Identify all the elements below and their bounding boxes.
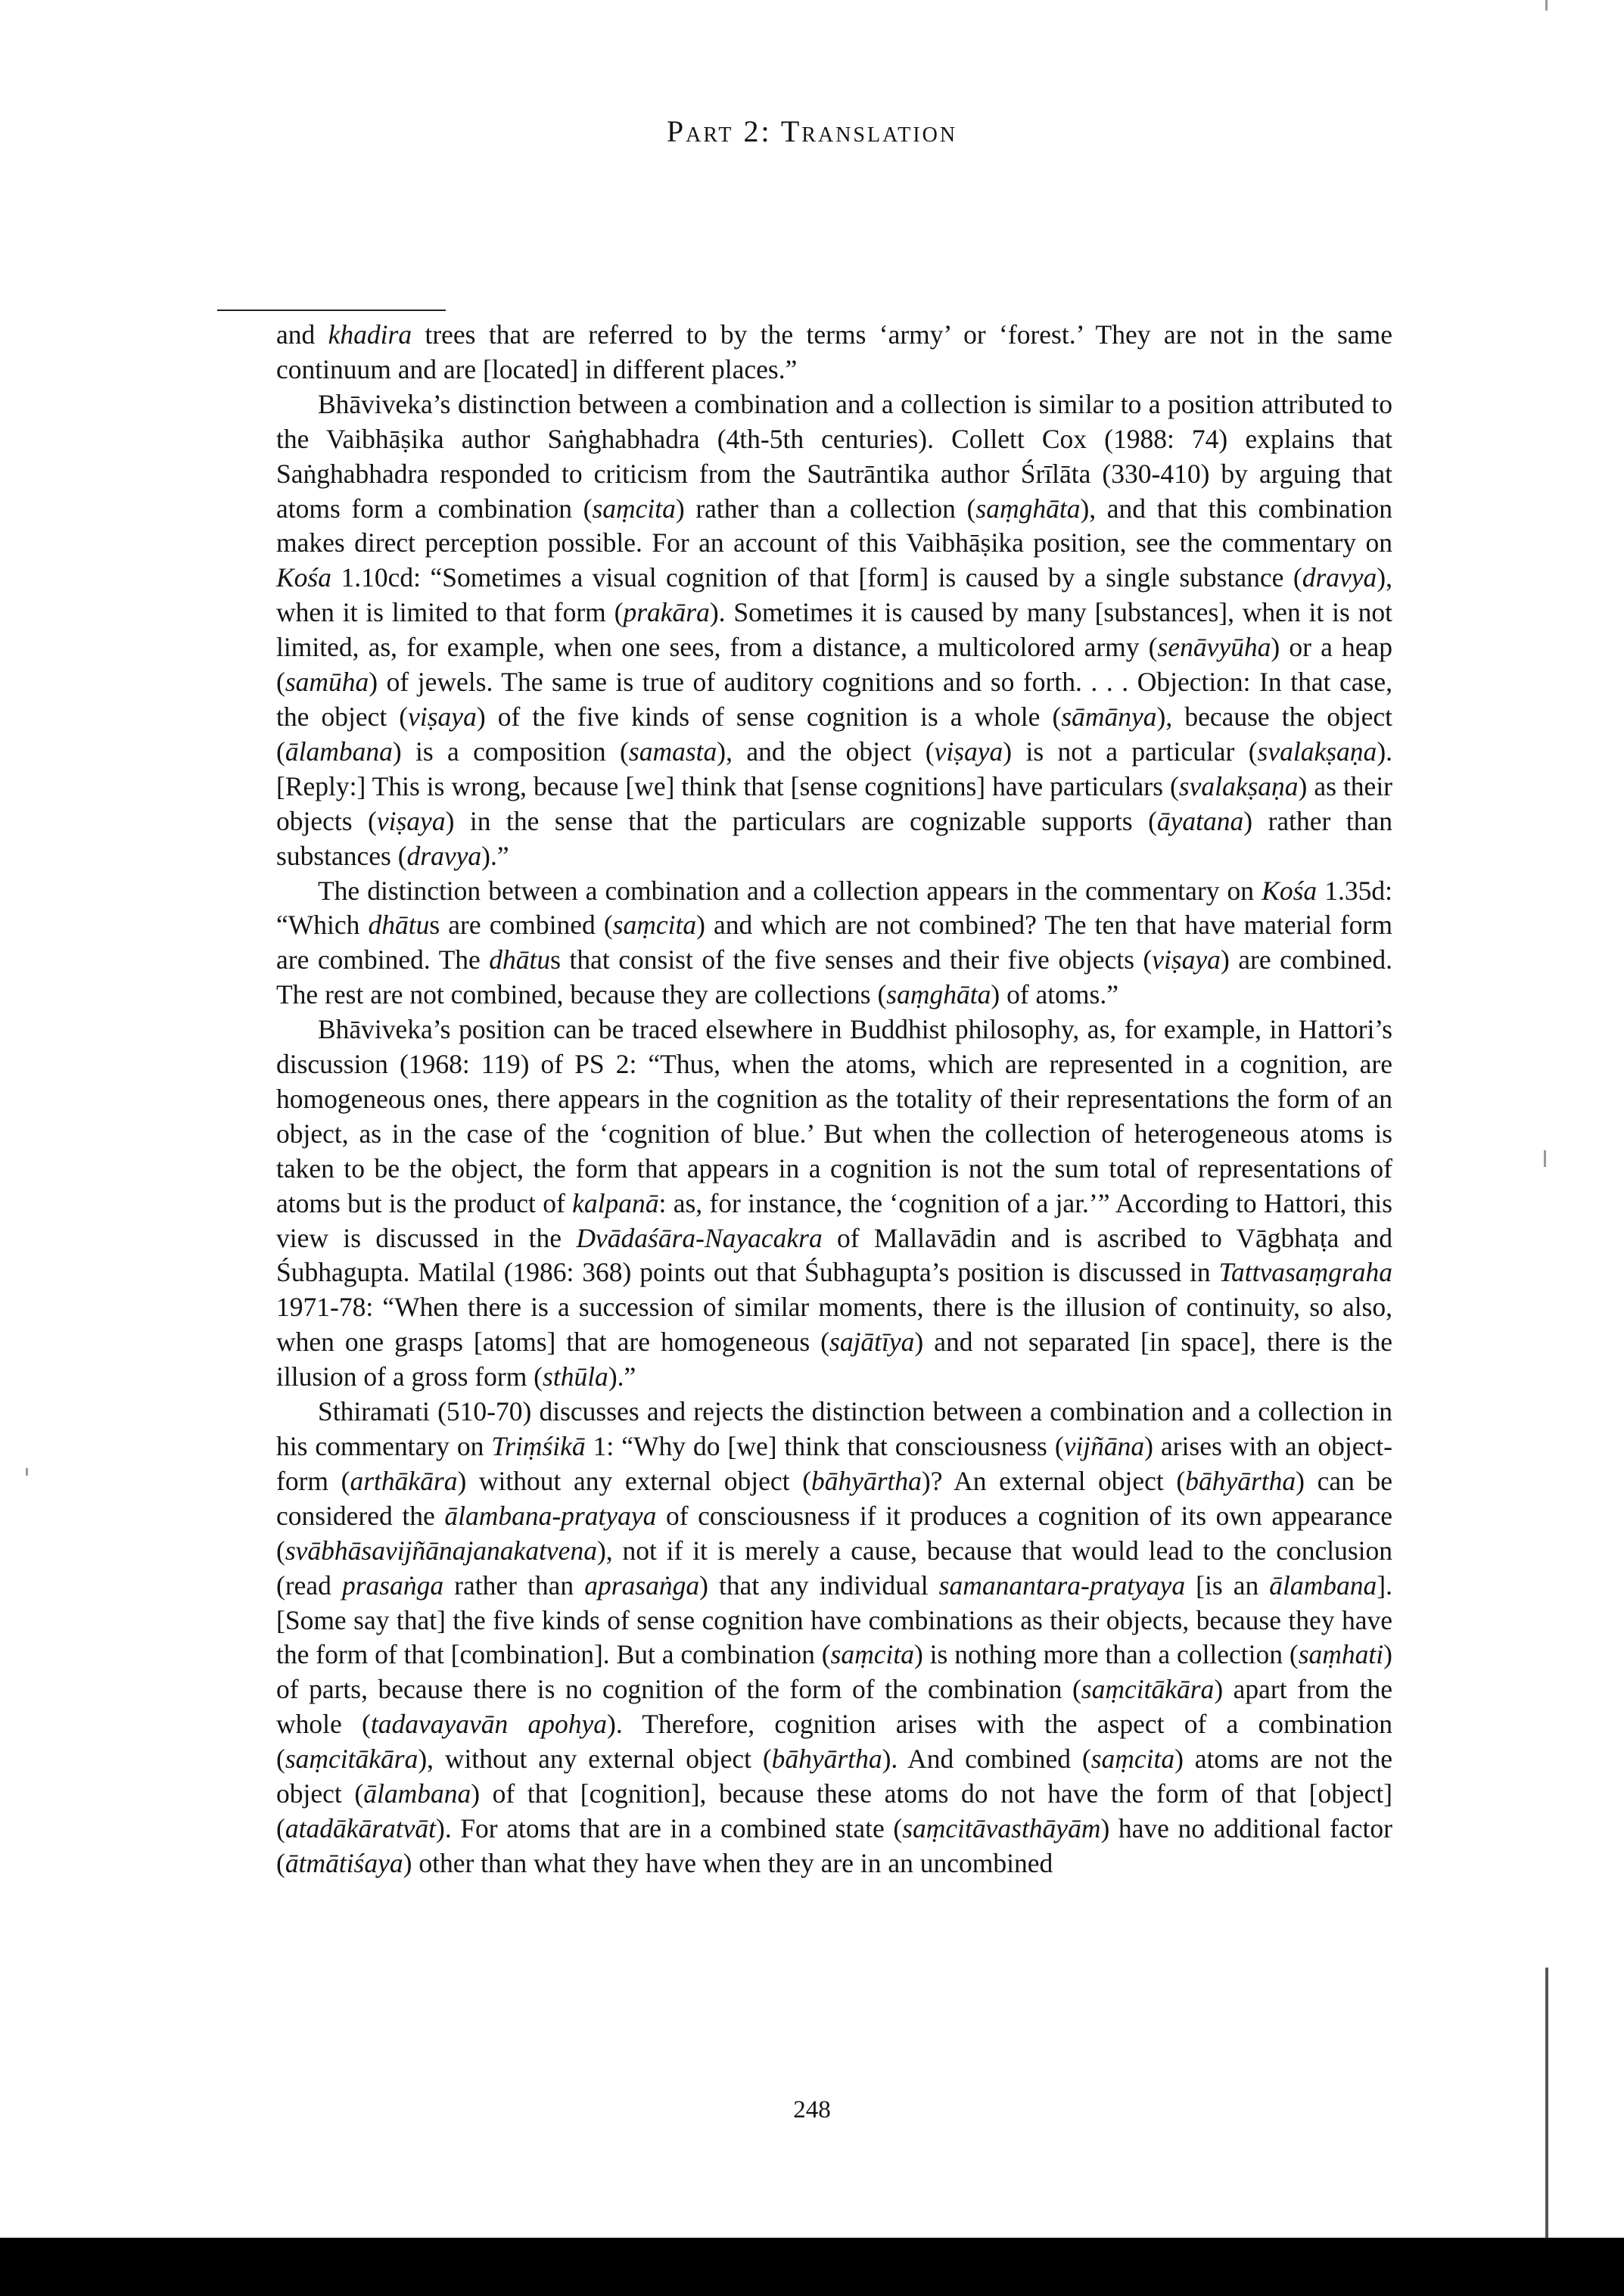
page-number: 248 (793, 2096, 831, 2123)
footnote-paragraph: Bhāviveka’s position can be traced elsewhere in Buddhist philosophy, as, for example, in Hattori’s discussion (1968: 119) of PS 2: “Thus, when the atoms, which are represented in a cognition, are homogeneous ones, there appears in the cognition as the totality of their representations the form of an object, as in the case of the ‘cognition of blue.’ But when the collection of heterogeneous atoms is taken to be the object, the form that appears in a cognition is not the sum total of representations of atoms but is the product of kalpanā: as, for instance, the ‘cognition of a jar.’” According to Hattori, this view is discussed in the Dvādaśāra-Nayacakra of Mallavādin and is ascribed to Vāgbhaṭa and Śubhagupta. Matilal (1986: 368) points out that Śubhagupta’s position is discussed in Tattvasaṃgraha 1971-78: “When there is a succession of similar moments, there is the illusion of continuity, so also, when one grasps [atoms] that are homogeneous (sajātīya) and not separated [in space], there is the illusion of a gross form (sthūla).” (276, 1014, 1392, 1392)
scan-bottom-band (0, 2238, 1624, 2296)
running-head: Part 2: Translation (666, 114, 958, 148)
footnote-rule (217, 310, 446, 311)
footnote-body (276, 318, 1392, 1881)
scan-margin-mark (26, 1468, 28, 1476)
scan-margin-mark (1545, 0, 1548, 11)
footnote-paragraph: Sthiramati (510-70) discusses and rejects the distinction between a combination and a collection in his commentary on Triṃśikā 1: “Why do [we] think that consciousness (vijñāna) arises with an object-form (arthākāra) without any external object (bāhyārtha)? An external object (bāhyārtha) can be considered the ālambana-pratyaya of consciousness if it produces a cognition of its own appearance (svābhāsavijñānajanakatvena), not if it is merely a cause, because that would lead to the conclusion (read prasaṅga rather than aprasaṅga) that any individual samanantara-pratyaya [is an ālambana]. [Some say that] the five kinds of sense cognition have combinations as their objects, because they have the form of that [combination]. But a combination (saṃcita) is nothing more than a collection (saṃhati) of parts, because there is no cognition of the form of the combination (saṃcitākāra) apart from the whole (tadavayavān apohya). Therefore, cognition arises with the aspect of a combination (saṃcitākāra), without any external object (bāhyārtha). And combined (saṃcita) atoms are not the object (ālambana) of that [cognition], because these atoms do not have the form of that [object] (atadākāratvāt). For atoms that are in a combined state (saṃcitāvasthāyām) have no additional factor (ātmātiśaya) other than what they have when they are in an uncombined (276, 1396, 1393, 1878)
footnote-paragraph: and khadira trees that are referred to by the terms ‘army’ or ‘forest.’ They are not in the same continuum and are [located] in different places.” (276, 319, 1392, 384)
footnote-paragraph: Bhāviveka’s distinction between a combination and a collection is similar to a position attributed to the Vaibhāṣika author Saṅghabhadra (4th-5th centuries). Collett Cox (1988: 74) explains that Saṅghabhadra responded to criticism from the Sautrāntika author Śrīlāta (330-410) by arguing that atoms form a combination (saṃcita) rather than a collection (saṃghāta), and that this combination makes direct perception possible. For an account of this Vaibhāṣika position, see the commentary on Kośa 1.10cd: “Sometimes a visual cognition of that [form] is caused by a single substance (dravya), when it is limited to that form (prakāra). Sometimes it is caused by many [substances], when it is not limited, as, for example, when one sees, from a distance, a multicolored army (senāvyūha) or a heap (samūha) of jewels. The same is true of auditory cognitions and so forth. . . . Objection: In that case, the object (viṣaya) of the five kinds of sense cognition is a whole (sāmānya), because the object (ālambana) is a composition (samasta), and the object (viṣaya) is not a particular (svalakṣaṇa). [Reply:] This is wrong, because [we] think that [sense cognitions] have particulars (svalakṣaṇa) as their objects (viṣaya) in the sense that the particulars are cognizable supports (āyatana) rather than substances (dravya).” (276, 388, 1393, 871)
footnote-paragraph: The distinction between a combination and a collection appears in the commentary on Kośa 1.35d: “Which dhātus are combined (saṃcita) and which are not combined? The ten that have material form are combined. The dhātus that consist of the five senses and their five objects (viṣaya) are combined. The rest are not combined, because they are collections (saṃghāta) of atoms.” (276, 875, 1392, 1010)
scan-margin-mark (1545, 1968, 1548, 2238)
scan-margin-mark (1544, 1150, 1546, 1167)
